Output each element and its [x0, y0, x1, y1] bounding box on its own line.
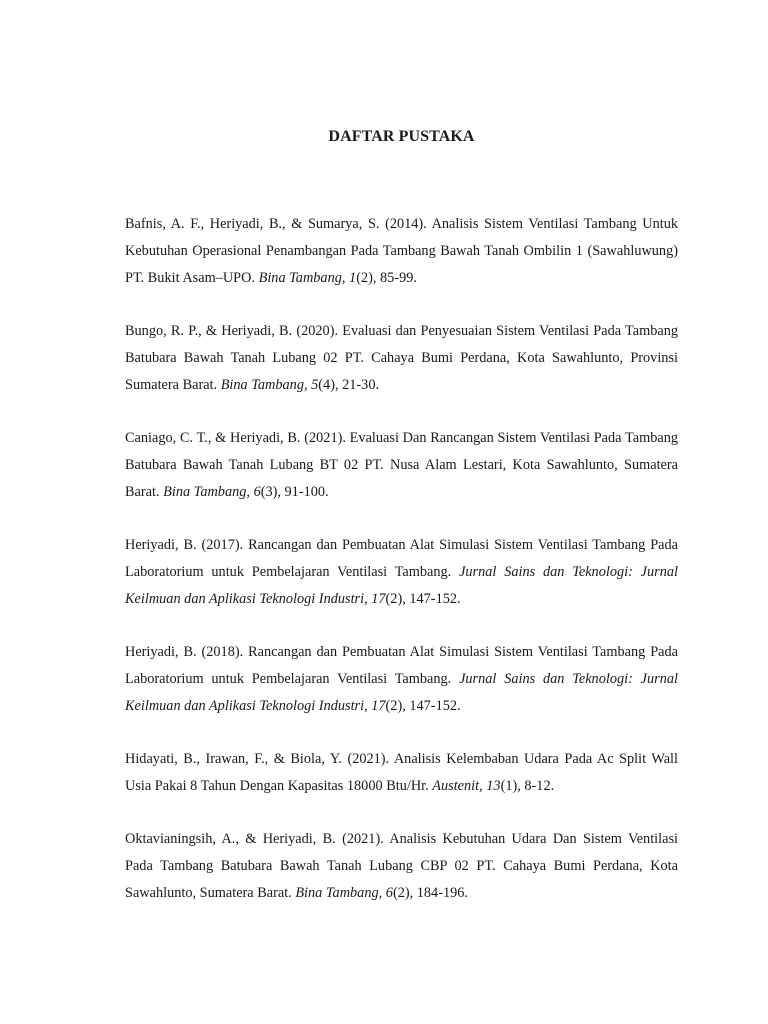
reference-text: Heriyadi, B. (2018). Rancangan dan Pembuatan Alat Simulasi Sistem Ventilasi Tambang Pada Laboratorium untuk Pembelajaran Ventilasi Tambang. [125, 644, 678, 687]
reference-issue-pages: (3), 91-100. [260, 484, 329, 500]
reference-separator: , [303, 377, 312, 393]
reference-volume: 17 [371, 698, 386, 714]
reference-entry [125, 639, 678, 720]
reference-entry [125, 826, 678, 907]
reference-text: Bungo, R. P., & Heriyadi, B. (2020). Evaluasi dan Penyesuaian Sistem Ventilasi Pada Tambang Batubara Bawah Tanah Lubang 02 PT. Cahaya Bumi Perdana, Kota Sawahlunto, Provinsi Sumatera Barat. [125, 323, 678, 393]
reference-journal: Bina Tambang [258, 270, 342, 286]
reference-separator: , [246, 484, 254, 500]
reference-issue-pages: (1), 8-12. [500, 778, 555, 794]
reference-list [125, 211, 678, 933]
reference-entry [125, 532, 678, 613]
reference-issue-pages: (2), 184-196. [392, 885, 468, 901]
reference-text: Oktavianingsih, A., & Heriyadi, B. (2021). Analisis Kebutuhan Udara Dan Sistem Ventilasi Pada Tambang Batubara Bawah Tanah Lubang CBP 02 PT. Cahaya Bumi Perdana, Kota Sawahlunto, Sumatera Barat. [125, 831, 678, 901]
reference-volume: 13 [486, 778, 501, 794]
reference-separator: , [364, 591, 372, 607]
reference-journal: Jurnal Sains dan Teknologi: Jurnal Keilmuan dan Aplikasi Teknologi Industri [125, 564, 678, 607]
reference-issue-pages: (2), 147-152. [385, 591, 461, 607]
reference-text: Heriyadi, B. (2017). Rancangan dan Pembuatan Alat Simulasi Sistem Ventilasi Tambang Pada Laboratorium untuk Pembelajaran Ventilasi Tambang. [125, 537, 678, 580]
reference-volume: 1 [349, 270, 357, 286]
reference-text: Bafnis, A. F., Heriyadi, B., & Sumarya, S. (2014). Analisis Sistem Ventilasi Tambang Untuk Kebutuhan Operasional Penambangan Pada Tambang Bawah Tanah Ombilin 1 (Sawahluwung) PT. Bukit Asam–UPO. [125, 216, 678, 286]
reference-volume: 6 [253, 484, 261, 500]
reference-journal: Bina Tambang [295, 885, 379, 901]
reference-issue-pages: (4), 21-30. [318, 377, 380, 393]
reference-issue-pages: (2), 147-152. [385, 698, 461, 714]
reference-entry [125, 746, 678, 800]
reference-journal: Jurnal Sains dan Teknologi: Jurnal Keilmuan dan Aplikasi Teknologi Industri [125, 671, 678, 714]
reference-volume: 6 [385, 885, 393, 901]
reference-separator: , [341, 270, 350, 286]
reference-separator: , [364, 698, 372, 714]
reference-separator: , [479, 778, 487, 794]
reference-separator: , [378, 885, 386, 901]
reference-text: Hidayati, B., Irawan, F., & Biola, Y. (2021). Analisis Kelembaban Udara Pada Ac Split Wall Usia Pakai 8 Tahun Dengan Kapasitas 18000 Btu/Hr. [125, 751, 678, 794]
reference-entry [125, 318, 678, 399]
reference-journal: Bina Tambang [163, 484, 247, 500]
reference-volume: 17 [371, 591, 386, 607]
reference-journal: Austenit [432, 778, 480, 794]
reference-issue-pages: (2), 85-99. [356, 270, 417, 286]
reference-text: Caniago, C. T., & Heriyadi, B. (2021). Evaluasi Dan Rancangan Sistem Ventilasi Pada Tambang Batubara Bawah Tanah Lubang BT 02 PT. Nusa Alam Lestari, Kota Sawahlunto, Sumatera Barat. [125, 430, 678, 500]
reference-entry [125, 425, 678, 506]
reference-entry [125, 211, 678, 292]
reference-volume: 5 [311, 377, 319, 393]
reference-journal: Bina Tambang [220, 377, 304, 393]
page-title: DAFTAR PUSTAKA [328, 128, 475, 145]
